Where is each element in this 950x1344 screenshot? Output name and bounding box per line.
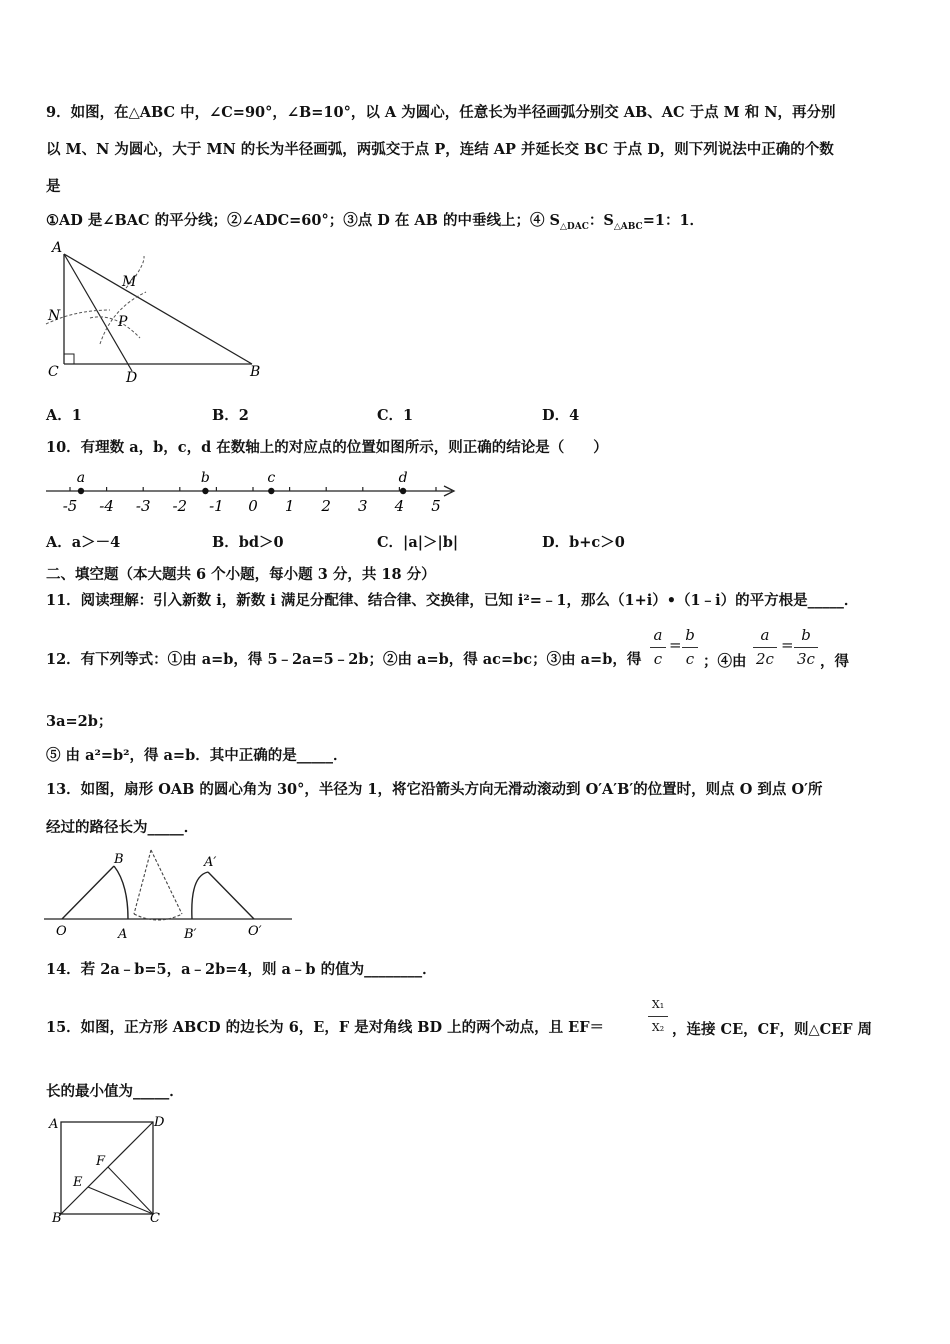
- q13-line1: 13．如图，扇形 OAB 的圆心角为 30°，半径为 1，将它沿箭头方向无滑动滚动到 O′A′B′的位置时，则点 O 到点 O′所: [46, 781, 823, 798]
- q15-tail: ，连接 CE，CF，则△CEF 周: [672, 1021, 873, 1038]
- label-f: F: [96, 1154, 106, 1169]
- q10-text: 10．有理数 a，b，c，d 在数轴上的对应点的位置如图所示，则正确的结论是（ ）: [46, 439, 608, 456]
- label-c: C: [150, 1211, 160, 1222]
- q12-line2: 3a=2b；: [46, 713, 113, 730]
- section2-heading: 二、填空题（本大题共 6 个小题，每小题 3 分，共 18 分）: [46, 566, 436, 583]
- point-a: [78, 488, 84, 494]
- q12-f1-num: a: [653, 626, 663, 644]
- q10-option-d[interactable]: D．b+c＞0: [542, 534, 625, 551]
- q9-option-a[interactable]: A．1: [46, 407, 82, 424]
- frac-bar: [650, 647, 666, 648]
- label-m: M: [122, 274, 137, 290]
- segment-ce: [88, 1187, 153, 1214]
- q12-f1-den: c: [653, 650, 663, 668]
- axis-tick-label: -2: [172, 497, 188, 515]
- axis-tick-label: -5: [62, 497, 78, 515]
- label-d: D: [126, 370, 138, 386]
- sector3-radius: [208, 872, 254, 919]
- frac-bar: [648, 1016, 668, 1017]
- q12-eq2: =: [781, 636, 794, 654]
- point-label-c: c: [267, 470, 276, 486]
- q13-line2: 经过的路径长为_____．: [46, 819, 199, 836]
- q9-option-b[interactable]: B．2: [212, 407, 249, 424]
- sector1-radius: [62, 866, 114, 919]
- point-label-b: b: [200, 470, 210, 486]
- q9-line1: 9．如图，在△ABC 中，∠C=90°，∠B=10°，以 A 为圆心，任意长为半径画弧分别交 AB、AC 于点 M 和 N，再分别: [46, 104, 836, 121]
- point-c: [268, 488, 274, 494]
- q14-text: 14．若 2a﹣b=5，a﹣2b=4，则 a﹣b 的值为________．: [46, 961, 437, 978]
- q12-frac2: [682, 626, 698, 670]
- q12-f4-num: b: [801, 626, 811, 644]
- q10-option-b[interactable]: B．bd＞0: [212, 534, 284, 551]
- q9-option-c[interactable]: C．1: [377, 407, 414, 424]
- right-angle-mark: [64, 354, 74, 364]
- axis-tick-label: 0: [248, 497, 258, 515]
- frac-bar: [753, 647, 777, 648]
- point-d: [400, 488, 406, 494]
- axis-tick-label: -3: [135, 497, 151, 515]
- axis-tick-label: -4: [99, 497, 114, 515]
- label-a-prime: A′: [204, 855, 217, 870]
- label-d: D: [154, 1115, 165, 1130]
- axis-tick-label: 5: [431, 497, 441, 515]
- axis-tick-label: 2: [321, 497, 331, 515]
- q11-text: 11．阅读理解：引入新数 i，新数 i 满足分配律、结合律、交换律，已知 i²=﹣1，那么（1+i）•（1﹣i）的平方根是_____．: [46, 592, 859, 609]
- q9-stmt-a: ①AD 是∠BAC 的平分线；②∠ADC=60°；③点 D 在 AB 的中垂线上；④ S: [46, 212, 560, 229]
- q12-text: 12．有下列等式：①由 a=b，得 5﹣2a=5﹣2b；②由 a=b，得 ac=bc；③由 a=b，得: [46, 651, 642, 668]
- q12-f3-num: a: [760, 626, 770, 644]
- arc-from-n: [90, 317, 140, 338]
- point-label-d: d: [398, 470, 408, 486]
- label-b: B: [250, 364, 261, 380]
- label-e: E: [73, 1175, 83, 1190]
- q12-line3: ⑤ 由 a²=b²，得 a=b．其中正确的是_____．: [46, 747, 348, 764]
- label-a: A: [49, 1117, 59, 1132]
- q9-option-d[interactable]: D．4: [542, 407, 580, 424]
- q9-line2: 以 M、N 为圆心，大于 MN 的长为半径画弧，两弧交于点 P，连结 AP 并延长交 BC 于点 D，则下列说法中正确的个数: [46, 141, 834, 158]
- q12-sep: ；④由: [703, 653, 747, 670]
- q9-statements: [46, 211, 704, 237]
- q12-f3-den: 2c: [756, 650, 774, 668]
- q12-f2-den: c: [685, 650, 695, 668]
- line-ad: [64, 254, 132, 371]
- label-b-prime: B′: [184, 927, 197, 942]
- q12-frac1: [650, 626, 666, 670]
- point-b: [202, 488, 208, 494]
- label-a: A: [118, 927, 128, 942]
- edge-ab: [64, 254, 252, 364]
- q12-f4-den: 3c: [797, 650, 815, 668]
- point-label-a: a: [76, 470, 86, 486]
- q9-line3: 是: [46, 178, 61, 195]
- q10-option-c[interactable]: C．|a|＞|b|: [377, 534, 459, 551]
- q9-sub2: △ABC: [613, 221, 643, 232]
- axis-tick-label: 4: [394, 497, 405, 515]
- q9-triangle-figure: [40, 236, 280, 386]
- q9-sub1: △DAC: [560, 221, 589, 232]
- label-p: P: [118, 314, 128, 330]
- frac-bar: [682, 647, 698, 648]
- q15-frac-den: X₂: [651, 1021, 665, 1034]
- q12-f2-num: b: [685, 626, 695, 644]
- axis-tick-label: 3: [358, 497, 368, 515]
- label-o: O: [56, 924, 67, 939]
- segment-cf: [108, 1167, 153, 1214]
- q13-sector-figure: [42, 846, 294, 942]
- label-a: A: [52, 240, 63, 256]
- q15-frac-num: X₁: [651, 998, 665, 1011]
- q12-frac4: [794, 626, 818, 670]
- frac-bar: [794, 647, 818, 648]
- q10-number-line: [40, 460, 470, 520]
- q9-stmt-c: =1：1．: [642, 212, 705, 229]
- axis-tick-label: 1: [284, 497, 295, 515]
- sector2-left: [134, 850, 151, 914]
- label-b: B: [52, 1211, 62, 1222]
- q12-frac3: [753, 626, 777, 670]
- axis-tick-label: -1: [209, 497, 224, 515]
- q10-option-a[interactable]: A．a＞－4: [46, 534, 121, 551]
- label-b: B: [114, 852, 124, 867]
- q15-line2: 长的最小值为_____．: [46, 1083, 184, 1100]
- label-n: N: [48, 308, 61, 324]
- label-o-prime: O′: [248, 924, 262, 939]
- q15-frac: [648, 996, 668, 1042]
- q15-square-figure: [44, 1110, 174, 1222]
- sector2-right: [151, 850, 182, 914]
- sector1-arc: [114, 866, 128, 919]
- q12-tail: ，得: [820, 653, 849, 670]
- q15-text: 15．如图，正方形 ABCD 的边长为 6，E，F 是对角线 BD 上的两个动点，且 EF＝: [46, 1019, 605, 1036]
- sector3-arc: [192, 872, 208, 919]
- q9-stmt-b: ：S: [588, 212, 614, 229]
- q12-eq1: =: [669, 636, 682, 654]
- label-c: C: [48, 364, 59, 380]
